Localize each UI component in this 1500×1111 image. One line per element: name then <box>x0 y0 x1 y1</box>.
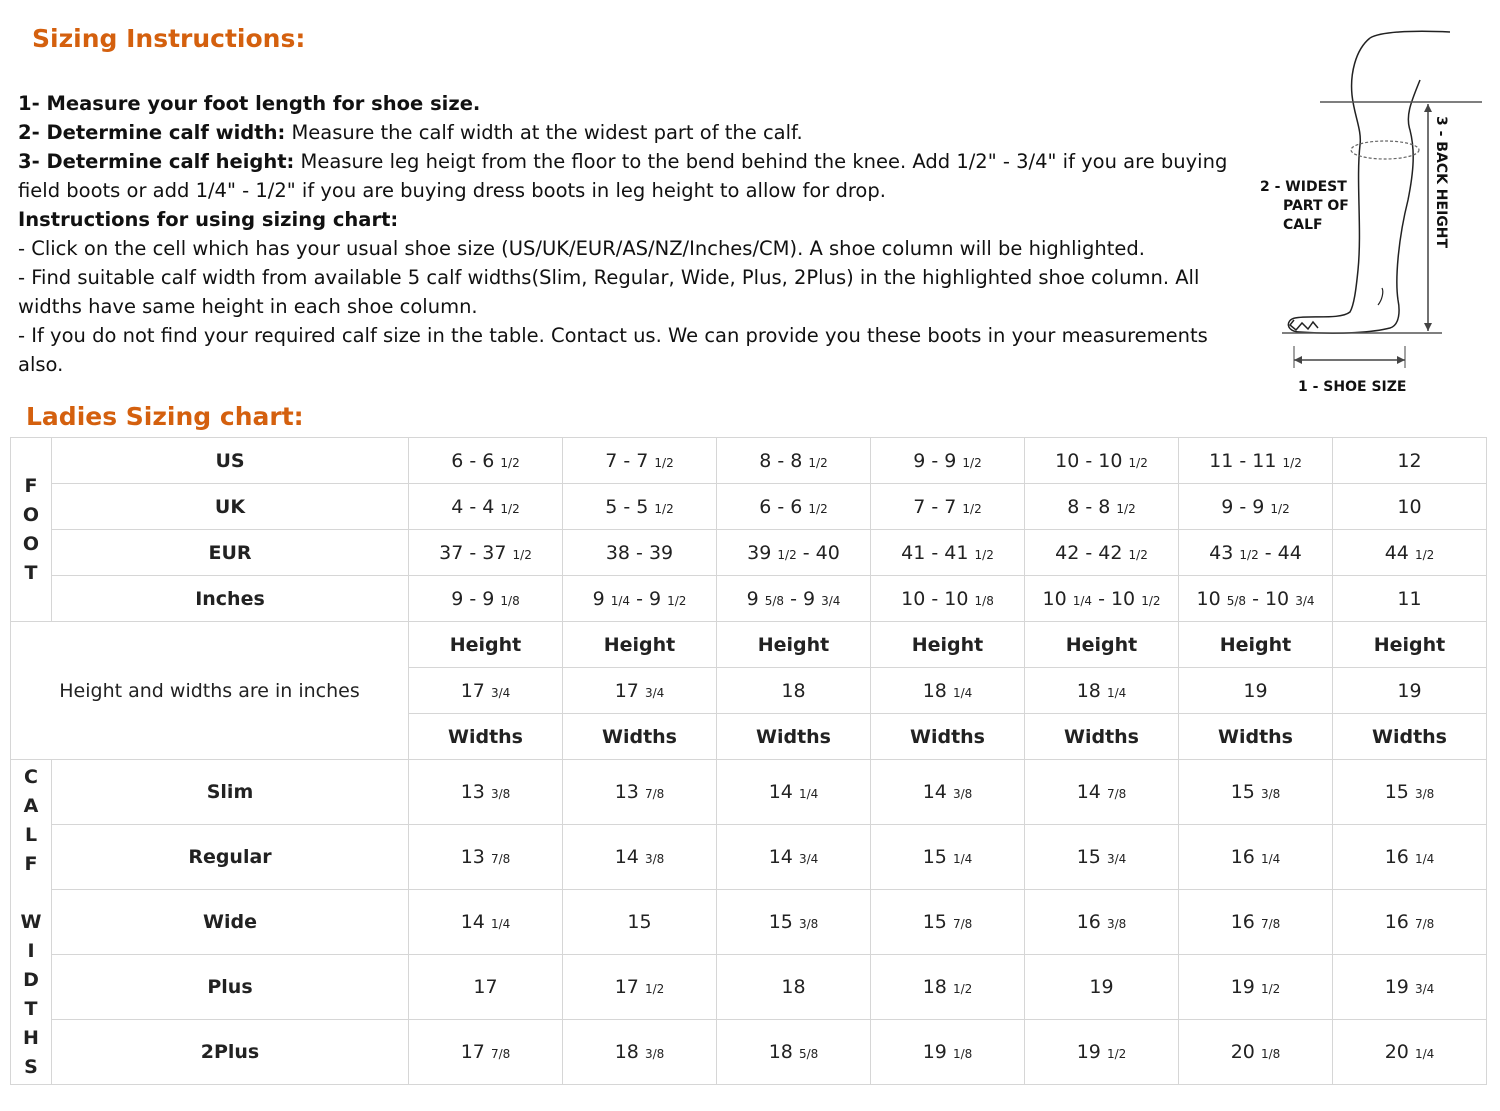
height-value: 18 1/4 <box>871 668 1025 714</box>
row-label: Plus <box>52 955 409 1020</box>
bullet-3: - If you do not find your required calf size in the table. Contact us. We can provide you these boots in your measurements also. <box>18 324 1208 376</box>
shoe-size-cell[interactable]: 38 - 39 <box>563 530 717 576</box>
calf-row-plus <box>11 955 1487 1020</box>
calf-width-cell[interactable]: 15 3/8 <box>1179 760 1333 825</box>
leg-measurement-diagram <box>1250 20 1490 400</box>
shoe-size-cell[interactable]: 39 1/2 - 40 <box>717 530 871 576</box>
inches-note: Height and widths are in inches <box>11 622 409 760</box>
widest-label-2: PART OF <box>1283 198 1349 214</box>
calf-width-cell[interactable]: 18 3/8 <box>563 1020 717 1085</box>
calf-width-cell[interactable]: 14 1/4 <box>717 760 871 825</box>
calf-width-cell[interactable]: 13 3/8 <box>409 760 563 825</box>
shoe-size-cell[interactable]: 11 <box>1333 576 1487 622</box>
row-label: US <box>52 438 409 484</box>
height-value: 19 <box>1333 668 1487 714</box>
shoe-size-cell[interactable]: 43 1/2 - 44 <box>1179 530 1333 576</box>
row-label: 2Plus <box>52 1020 409 1085</box>
shoe-size-cell[interactable]: 42 - 42 1/2 <box>1025 530 1179 576</box>
bullet-2: - Find suitable calf width from available 5 calf widths(Slim, Regular, Wide, Plus, 2Plus) in the highlighted shoe column. All widths have same height in each shoe column. <box>18 266 1200 318</box>
calf-width-cell[interactable]: 17 7/8 <box>409 1020 563 1085</box>
instructions-block <box>18 89 1238 379</box>
calf-width-cell[interactable]: 20 1/8 <box>1179 1020 1333 1085</box>
calf-width-cell[interactable]: 15 <box>563 890 717 955</box>
shoe-size-cell[interactable]: 10 <box>1333 484 1487 530</box>
calf-width-cell[interactable]: 16 7/8 <box>1179 890 1333 955</box>
calf-width-cell[interactable]: 15 3/8 <box>717 890 871 955</box>
step-2: 2- Determine calf width: Measure the calf width at the widest part of the calf. <box>18 121 803 144</box>
calf-width-cell[interactable]: 17 <box>409 955 563 1020</box>
height-value: 17 3/4 <box>563 668 717 714</box>
calf-width-cell[interactable]: 19 3/4 <box>1333 955 1487 1020</box>
calf-width-cell[interactable]: 18 <box>717 955 871 1020</box>
widths-header: Widths <box>563 714 717 760</box>
shoe-size-cell[interactable]: 6 - 6 1/2 <box>717 484 871 530</box>
widths-header: Widths <box>871 714 1025 760</box>
row-label: Inches <box>52 576 409 622</box>
calf-width-cell[interactable]: 15 7/8 <box>871 890 1025 955</box>
foot-row-us <box>11 438 1487 484</box>
ladies-sizing-table <box>10 437 1487 1085</box>
calf-width-cell[interactable]: 14 7/8 <box>1025 760 1179 825</box>
shoe-size-cell[interactable]: 6 - 6 1/2 <box>409 438 563 484</box>
step-3: 3- Determine calf height: Measure leg heigt from the floor to the bend behind the knee. Add 1/2" - 3/4" if you are buying field boots or add 1/4" - 1/2" if you are buying dress boots in leg height to allow for drop. <box>18 150 1228 202</box>
shoe-size-cell[interactable]: 10 - 10 1/2 <box>1025 438 1179 484</box>
shoe-size-cell[interactable]: 9 - 9 1/2 <box>1179 484 1333 530</box>
widths-header: Widths <box>1179 714 1333 760</box>
shoe-size-cell[interactable]: 12 <box>1333 438 1487 484</box>
shoe-size-label: 1 - SHOE SIZE <box>1298 379 1407 395</box>
height-label-row <box>11 622 1487 668</box>
calf-row-slim <box>11 760 1487 825</box>
shoe-size-cell[interactable]: 4 - 4 1/2 <box>409 484 563 530</box>
widest-label-3: CALF <box>1283 217 1323 233</box>
widths-header: Widths <box>409 714 563 760</box>
calf-width-cell[interactable]: 16 1/4 <box>1179 825 1333 890</box>
calf-width-cell[interactable]: 14 3/8 <box>871 760 1025 825</box>
calf-width-cell[interactable]: 15 3/4 <box>1025 825 1179 890</box>
widest-label-1: 2 - WIDEST <box>1260 179 1347 195</box>
shoe-size-cell[interactable]: 9 1/4 - 9 1/2 <box>563 576 717 622</box>
row-label: UK <box>52 484 409 530</box>
row-label: Wide <box>52 890 409 955</box>
calf-width-cell[interactable]: 18 5/8 <box>717 1020 871 1085</box>
calf-width-cell[interactable]: 19 <box>1025 955 1179 1020</box>
widths-header: Widths <box>717 714 871 760</box>
shoe-size-cell[interactable]: 8 - 8 1/2 <box>1025 484 1179 530</box>
chart-instructions-heading: Instructions for using sizing chart: <box>18 208 399 231</box>
calf-width-cell[interactable]: 19 1/2 <box>1179 955 1333 1020</box>
foot-side-label: F O O T <box>11 438 52 622</box>
shoe-size-cell[interactable]: 8 - 8 1/2 <box>717 438 871 484</box>
shoe-size-cell[interactable]: 41 - 41 1/2 <box>871 530 1025 576</box>
shoe-size-cell[interactable]: 11 - 11 1/2 <box>1179 438 1333 484</box>
calf-width-cell[interactable]: 13 7/8 <box>409 825 563 890</box>
shoe-size-cell[interactable]: 9 - 9 1/8 <box>409 576 563 622</box>
calf-width-cell[interactable]: 20 1/4 <box>1333 1020 1487 1085</box>
shoe-size-cell[interactable]: 37 - 37 1/2 <box>409 530 563 576</box>
height-header: Height <box>1179 622 1333 668</box>
shoe-size-cell[interactable]: 7 - 7 1/2 <box>871 484 1025 530</box>
calf-width-cell[interactable]: 14 1/4 <box>409 890 563 955</box>
step-1: 1- Measure your foot length for shoe size. <box>18 92 481 115</box>
height-value: 19 <box>1179 668 1333 714</box>
row-label: EUR <box>52 530 409 576</box>
calf-width-cell[interactable]: 16 3/8 <box>1025 890 1179 955</box>
widths-header: Widths <box>1333 714 1487 760</box>
back-height-label: 3 - BACK HEIGHT <box>1433 116 1449 249</box>
calf-width-cell[interactable]: 16 7/8 <box>1333 890 1487 955</box>
widths-header: Widths <box>1025 714 1179 760</box>
foot-row-inches <box>11 576 1487 622</box>
shoe-size-cell[interactable]: 9 5/8 - 9 3/4 <box>717 576 871 622</box>
calf-width-cell[interactable]: 18 1/2 <box>871 955 1025 1020</box>
shoe-size-cell[interactable]: 10 1/4 - 10 1/2 <box>1025 576 1179 622</box>
shoe-size-cell[interactable]: 7 - 7 1/2 <box>563 438 717 484</box>
shoe-size-cell[interactable]: 9 - 9 1/2 <box>871 438 1025 484</box>
calf-width-cell[interactable]: 14 3/8 <box>563 825 717 890</box>
height-value: 18 1/4 <box>1025 668 1179 714</box>
height-header: Height <box>409 622 563 668</box>
foot-row-eur <box>11 530 1487 576</box>
shoe-size-cell[interactable]: 44 1/2 <box>1333 530 1487 576</box>
calf-width-cell[interactable]: 14 3/4 <box>717 825 871 890</box>
shoe-size-cell[interactable]: 10 - 10 1/8 <box>871 576 1025 622</box>
height-header: Height <box>563 622 717 668</box>
calf-widths-side-label: C A L F W I D T H S <box>11 760 52 1085</box>
calf-width-cell[interactable]: 13 7/8 <box>563 760 717 825</box>
row-label: Slim <box>52 760 409 825</box>
calf-width-cell[interactable]: 15 1/4 <box>871 825 1025 890</box>
calf-row-wide <box>11 890 1487 955</box>
height-header: Height <box>717 622 871 668</box>
calf-width-cell[interactable]: 19 1/2 <box>1025 1020 1179 1085</box>
height-header: Height <box>1025 622 1179 668</box>
row-label: Regular <box>52 825 409 890</box>
bullet-1: - Click on the cell which has your usual shoe size (US/UK/EUR/AS/NZ/Inches/CM). A shoe column will be highlighted. <box>18 237 1145 260</box>
foot-row-uk <box>11 484 1487 530</box>
sizing-instructions-title: Sizing Instructions: <box>32 24 306 53</box>
calf-width-cell[interactable]: 19 1/8 <box>871 1020 1025 1085</box>
ladies-chart-title: Ladies Sizing chart: <box>26 402 304 431</box>
calf-width-cell[interactable]: 17 1/2 <box>563 955 717 1020</box>
height-value: 17 3/4 <box>409 668 563 714</box>
shoe-size-cell[interactable]: 10 5/8 - 10 3/4 <box>1179 576 1333 622</box>
height-value: 18 <box>717 668 871 714</box>
calf-row-regular <box>11 825 1487 890</box>
calf-width-cell[interactable]: 16 1/4 <box>1333 825 1487 890</box>
calf-row-2plus <box>11 1020 1487 1085</box>
height-header: Height <box>871 622 1025 668</box>
height-header: Height <box>1333 622 1487 668</box>
shoe-size-cell[interactable]: 5 - 5 1/2 <box>563 484 717 530</box>
calf-width-cell[interactable]: 15 3/8 <box>1333 760 1487 825</box>
